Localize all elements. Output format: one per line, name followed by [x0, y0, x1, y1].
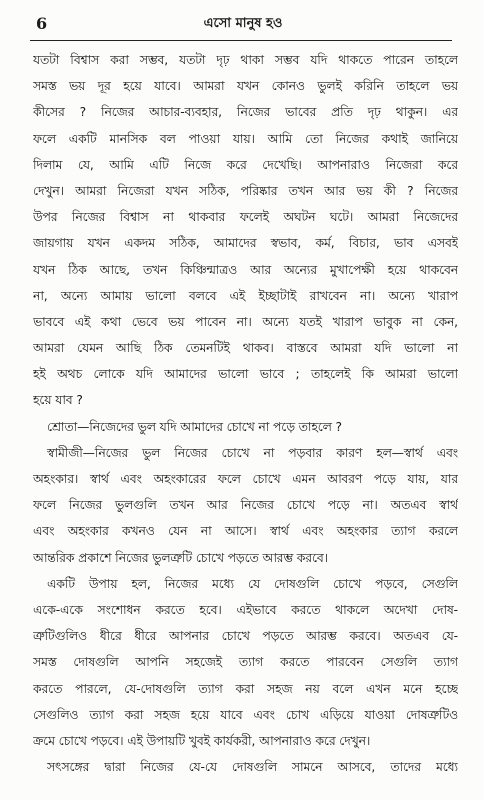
text-line: ভাববে এই কথা ভেবে ভয় পাবেন না। অন্যে যতই খারাপ ভাবুক না কেন, [33, 314, 458, 329]
text-line: দেখুন। আমরা নিজেরা যখন সঠিক, পরিষ্কার তখন আর ভয় কী ? নিজের [33, 183, 458, 198]
text-line: যখন ঠিক আছে, তখন কিঞ্চিন্মাত্রও আর অন্যের মুখাপেক্ষী হয়ে থাকবেন [33, 262, 458, 277]
header-divider [30, 40, 452, 41]
text-line: আন্তরিক প্রকাশে নিজের ভুলত্রুটি চোখে পড়তে আরম্ভ করবে। [33, 550, 328, 565]
text-line: কীসের ? নিজের আচার-ব্যবহার, নিজের ভাবের প্রতি দৃঢ় থাকুন। এর [33, 105, 458, 120]
text-line: না, অন্যে আমায় ভালো বলবে এই ইচ্ছাটাই রাখবেন না। অন্যে খারাপ [33, 288, 458, 303]
running-title: এসো মানুষ হও [203, 16, 283, 31]
text-line: উপর নিজের বিশ্বাস না থাকবার ফলেই অঘটন ঘটে। আমরা নিজেদের [33, 210, 458, 225]
text-line: শ্রোতা—নিজেদের ভুল যদি আমাদের চোখে না পড়ে তাহলে ? [47, 419, 342, 434]
text-line: এবং অহংকার কখনও যেন না আসে। স্বার্থ এবং অহংকার ত্যাগ করলে [33, 524, 458, 539]
text-line: ফলে একটি মানসিক বল পাওয়া যায়। আমি তো নিজের কথাই জানিয়ে [33, 131, 458, 146]
text-line: দিলাম যে, আমি এটি নিজে করে দেখেছি। আপনারাও নিজেরা করে [33, 157, 458, 172]
text-line: ক্রমে চোখে পড়বে। এই উপায়টি খুবই কার্যকরী, আপনারাও করে দেখুন। [33, 733, 371, 748]
text-line: অহংকার। স্বার্থ এবং অহংকারের ফলে চোখে এমন আবরণ পড়ে যায়, যার [33, 472, 458, 486]
text-line: যতটা বিশ্বাস করা সম্ভব, যতটা দৃঢ় থাকা সম্ভব যদি থাকতে পারেন তাহলে [33, 53, 458, 67]
text-line: জায়গায় যখন একদম সঠিক, আমাদের স্বভাব, কর্ম, বিচার, ভাব এসবই [33, 236, 458, 251]
text-line: একে-একে সংশোধন করতে হবে। এইভাবে করতে থাকলে অদেখা দোষ- [33, 602, 458, 617]
text-line: সেগুলিও ত্যাগ করা সহজ হয়ে যাবে এবং চোখ এড়িয়ে যাওয়া দোষত্রুটিও [33, 707, 458, 722]
text-line: হয়ে যাব ? [33, 393, 83, 408]
body-text [33, 47, 458, 780]
text-line: স্বামীজী—নিজের ভুল নিজের চোখে না পড়বার কারণ হল—স্বার্থ এবং [47, 445, 458, 460]
text-line: একটি উপায় হল, নিজের মধ্যে যে দোষগুলি চোখে পড়বে, সেগুলি [47, 576, 458, 591]
text-line: ত্রুটিগুলিও ধীরে ধীরে আপনার চোখে পড়তে আরম্ভ করবে। অতএব যে- [33, 629, 458, 644]
text-line: আমরা যেমন আছি ঠিক তেমনটিই থাকব। বাস্তবে আমরা যদি ভালো না [33, 341, 458, 356]
text-line: সৎসঙ্গের দ্বারা নিজের যে-যে দোষগুলি সামনে আসবে, তাদের মধ্যে [47, 760, 458, 775]
page-header [32, 12, 454, 40]
page-number: 6 [36, 14, 48, 33]
text-line: সমস্ত দোষগুলি আপনি সহজেই ত্যাগ করতে পারবেন সেগুলি ত্যাগ [33, 655, 458, 670]
text-line: সমস্ত ভয় দূর হয়ে যাবে। আমরা যখন কোনও ভুলই করিনি তাহলে ভয় [33, 79, 458, 94]
text-line: ফলে নিজের ভুলগুলি তখন আর নিজের চোখে পড়ে না। অতএব স্বার্থ [33, 498, 458, 513]
text-line: হই অথচ লোকে যদি আমাদের ভালো ভাবে ; তাহলেই কি আমরা ভালো [33, 367, 458, 382]
text-line: করতে পারলে, যে-দোষগুলি ত্যাগ করা সহজ নয় বলে এখন মনে হচ্ছে [33, 681, 458, 696]
